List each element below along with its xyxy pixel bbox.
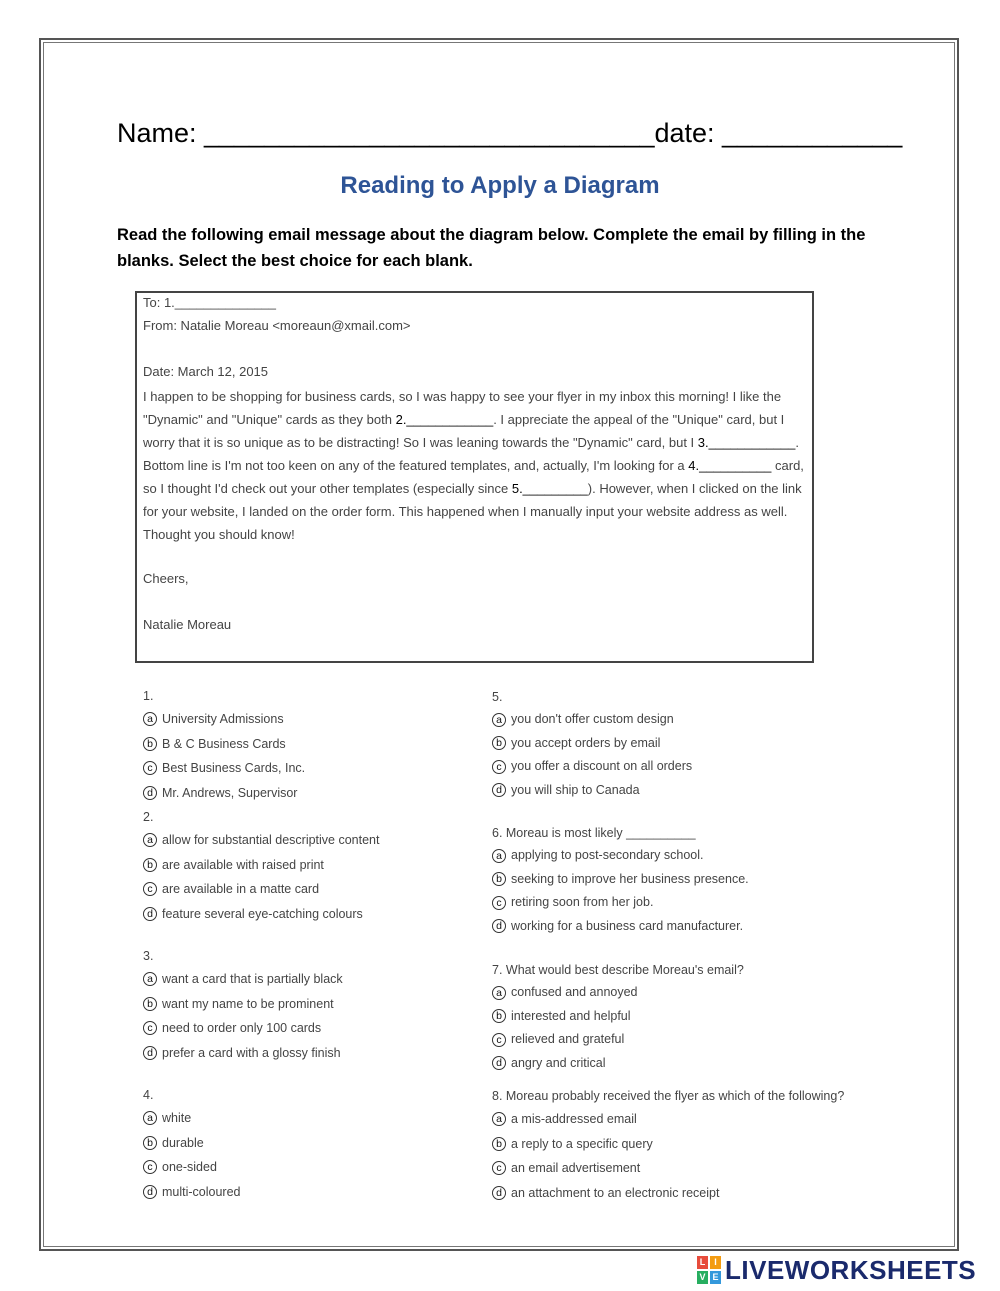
option-text: allow for substantial descriptive content <box>162 833 380 847</box>
option-a[interactable] <box>492 708 692 732</box>
question-6 <box>492 822 749 938</box>
question-title: 3. <box>143 949 154 963</box>
option-letter[interactable]: b <box>492 872 506 886</box>
option-c[interactable] <box>492 755 692 779</box>
option-letter[interactable]: b <box>492 1009 506 1023</box>
option-text: working for a business card manufacturer. <box>511 918 744 933</box>
option-text: University Admissions <box>162 712 284 726</box>
question-3 <box>143 945 343 1065</box>
option-letter[interactable]: b <box>143 1136 157 1150</box>
logo-letter: I <box>710 1256 721 1269</box>
option-a[interactable] <box>143 1106 241 1131</box>
option-a[interactable] <box>492 1107 844 1132</box>
question-title: 8. Moreau probably received the flyer as which of the following? <box>492 1089 845 1103</box>
option-b[interactable] <box>492 1005 744 1029</box>
logo-letter: V <box>697 1271 708 1284</box>
logo-letter: E <box>710 1271 721 1284</box>
option-letter[interactable]: d <box>492 919 506 933</box>
email-body-text: I happen to be shopping for business cards, so I was happy to see your flyer in my inbox this morning! I like the "Dynamic" and "Unique" cards as they both <box>143 389 782 427</box>
option-text: feature several eye-catching colours <box>162 906 363 921</box>
option-letter[interactable]: c <box>143 761 157 775</box>
name-date-line: Name: ______________________________date: ____________ <box>117 118 903 148</box>
option-text: one-sided <box>162 1160 217 1174</box>
option-text: relieved and grateful <box>511 1032 625 1046</box>
option-text: Mr. Andrews, Supervisor <box>162 785 298 800</box>
blank-4[interactable]: 4.__________ <box>688 458 772 473</box>
question-title: 1. <box>143 689 154 703</box>
option-text: angry and critical <box>511 1055 606 1070</box>
option-letter[interactable]: a <box>143 833 157 847</box>
option-b[interactable] <box>143 992 343 1017</box>
option-a[interactable] <box>492 844 749 868</box>
email-body-text: . Bottom line is I'm not too keen on any of the featured templates, and, actually, I'm looking for a <box>143 435 800 473</box>
option-b[interactable] <box>492 732 692 756</box>
question-7 <box>492 959 744 1075</box>
page-title: Reading to Apply a Diagram <box>340 172 660 199</box>
option-text: want my name to be prominent <box>162 996 334 1011</box>
option-d[interactable] <box>143 1180 241 1205</box>
option-letter[interactable]: c <box>143 882 157 896</box>
logo-letter: L <box>697 1256 708 1269</box>
option-text: white <box>162 1111 192 1125</box>
option-c[interactable] <box>143 1016 343 1041</box>
option-text: seeking to improve her business presence. <box>511 871 749 886</box>
option-a[interactable] <box>143 967 343 992</box>
email-body-text: . I appreciate the appeal of the "Unique" card, but I worry that it is so unique as to be distracting! So I was leaning towards the "Dynamic" card, but I <box>143 412 785 450</box>
option-c[interactable] <box>492 1028 744 1052</box>
option-text: an attachment to an electronic receipt <box>511 1185 720 1200</box>
question-8 <box>492 1085 844 1205</box>
email-body <box>143 385 813 546</box>
option-letter[interactable]: d <box>143 907 157 921</box>
option-letter[interactable]: b <box>143 737 157 751</box>
option-b[interactable] <box>143 1131 241 1156</box>
option-c[interactable] <box>492 1156 844 1181</box>
option-letter[interactable]: c <box>492 1033 506 1047</box>
option-letter[interactable]: b <box>492 1137 506 1151</box>
option-letter[interactable]: a <box>492 1112 506 1126</box>
option-letter[interactable]: d <box>143 1185 157 1199</box>
option-d[interactable] <box>143 1041 343 1066</box>
option-a[interactable] <box>143 828 379 853</box>
option-c[interactable] <box>492 891 749 915</box>
option-b[interactable] <box>492 1132 844 1157</box>
email-closing: Cheers, <box>143 571 189 586</box>
option-letter[interactable]: a <box>492 713 506 727</box>
option-text: an email advertisement <box>511 1161 641 1175</box>
logo-text: LIVEWORKSHEETS <box>725 1254 977 1285</box>
option-text: durable <box>162 1135 204 1150</box>
option-b[interactable] <box>143 853 379 878</box>
option-letter[interactable]: d <box>143 1046 157 1060</box>
email-date: Date: March 12, 2015 <box>143 364 269 379</box>
question-4 <box>143 1084 241 1204</box>
option-text: B & C Business Cards <box>162 736 286 751</box>
option-text: Best Business Cards, Inc. <box>162 761 306 775</box>
question-title: 2. <box>143 810 154 824</box>
option-text: a reply to a specific query <box>511 1136 653 1151</box>
option-letter[interactable]: c <box>143 1021 157 1035</box>
option-text: prefer a card with a glossy finish <box>162 1045 341 1060</box>
option-letter[interactable]: c <box>492 896 506 910</box>
email-body-text: ). However, when I clicked on the link for your website, I landed on the order form. This happened when I manually input your website address as well. Thought you should know! <box>143 481 802 542</box>
question-5 <box>492 686 692 802</box>
instructions: Read the following email message about the diagram below. Complete the email by filling in the blanks. Select the best choice for each blank. <box>117 226 866 270</box>
option-d[interactable] <box>492 779 692 803</box>
question-2 <box>143 806 379 926</box>
option-letter[interactable]: a <box>143 972 157 986</box>
option-letter[interactable]: d <box>492 1186 506 1200</box>
option-c[interactable] <box>143 877 379 902</box>
question-title: 6. Moreau is most likely __________ <box>492 826 696 840</box>
question-title: 5. <box>492 690 503 704</box>
blank-2[interactable]: 2.____________ <box>395 412 494 427</box>
question-title: 7. What would best describe Moreau's email? <box>492 963 744 977</box>
option-letter[interactable]: a <box>143 712 157 726</box>
option-letter[interactable]: a <box>492 986 506 1000</box>
blank-5[interactable]: 5._________ <box>511 481 588 496</box>
option-letter[interactable]: b <box>143 997 157 1011</box>
blank-3[interactable]: 3.____________ <box>697 435 796 450</box>
option-text: a mis-addressed email <box>511 1112 637 1126</box>
option-letter[interactable]: a <box>492 849 506 863</box>
question-1 <box>143 685 305 805</box>
option-text: retiring soon from her job. <box>511 895 654 909</box>
option-c[interactable] <box>143 756 305 781</box>
logo-icon <box>697 1256 721 1284</box>
option-d[interactable] <box>492 1052 744 1076</box>
option-text: you accept orders by email <box>511 735 661 750</box>
option-text: interested and helpful <box>511 1008 631 1023</box>
option-text: want a card that is partially black <box>162 972 343 986</box>
option-text: need to order only 100 cards <box>162 1021 322 1035</box>
option-text: applying to post-secondary school. <box>511 848 704 862</box>
option-letter[interactable]: d <box>492 1056 506 1070</box>
option-letter[interactable]: c <box>492 1161 506 1175</box>
option-text: are available in a matte card <box>162 882 320 896</box>
option-d[interactable] <box>492 915 749 939</box>
option-text: multi-coloured <box>162 1184 241 1199</box>
liveworksheets-logo <box>697 1255 976 1285</box>
option-text: you offer a discount on all orders <box>511 759 693 773</box>
option-b[interactable] <box>492 868 749 892</box>
option-d[interactable] <box>143 781 305 806</box>
option-c[interactable] <box>143 1155 241 1180</box>
option-letter[interactable]: c <box>143 1160 157 1174</box>
email-to: To: 1.______________ <box>143 295 277 310</box>
option-text: are available with raised print <box>162 857 324 872</box>
option-text: you don't offer custom design <box>511 712 674 726</box>
email-from: From: Natalie Moreau <moreaun@xmail.com> <box>143 318 411 333</box>
email-signature: Natalie Moreau <box>143 617 232 632</box>
option-letter[interactable]: b <box>492 736 506 750</box>
question-title: 4. <box>143 1088 154 1102</box>
option-letter[interactable]: a <box>143 1111 157 1125</box>
option-text: confused and annoyed <box>511 985 638 999</box>
option-b[interactable] <box>143 732 305 757</box>
option-a[interactable] <box>143 707 305 732</box>
option-letter[interactable]: c <box>492 760 506 774</box>
option-a[interactable] <box>492 981 744 1005</box>
option-letter[interactable]: b <box>143 858 157 872</box>
option-letter[interactable]: d <box>143 786 157 800</box>
option-d[interactable] <box>492 1181 844 1206</box>
option-d[interactable] <box>143 902 379 927</box>
option-letter[interactable]: d <box>492 783 506 797</box>
option-text: you will ship to Canada <box>511 782 640 797</box>
email-body-text: card, so I thought I'd check out your other templates (especially since <box>143 458 804 496</box>
